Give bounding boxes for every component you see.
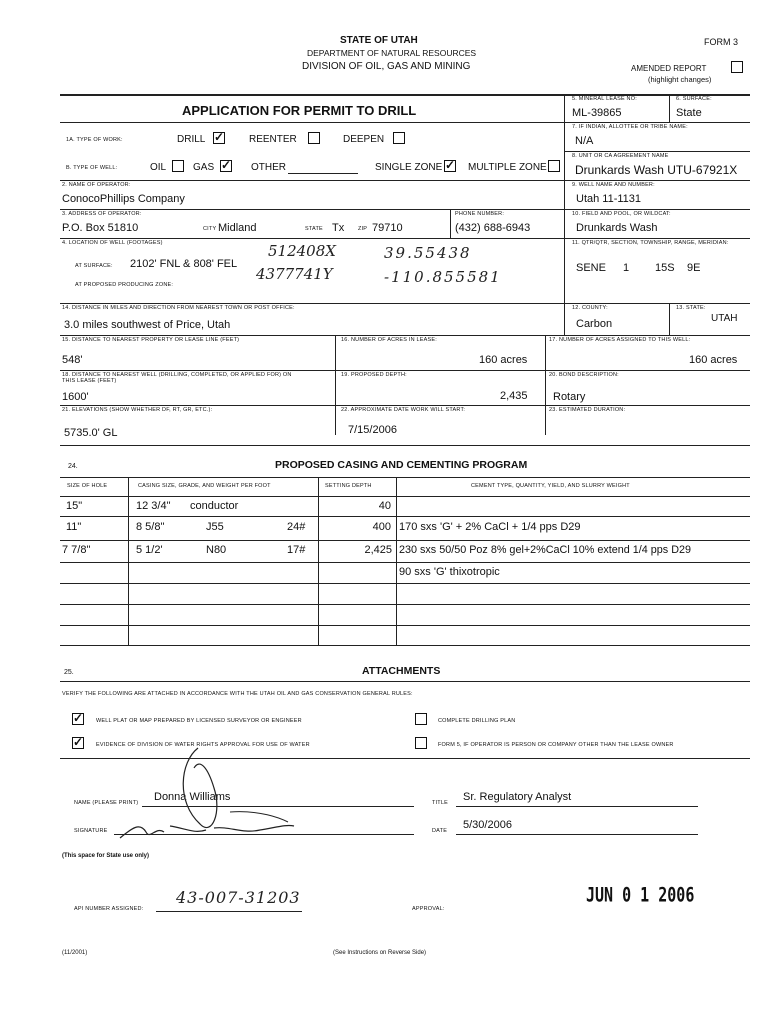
setting-depth-cell[interactable]: 2,425: [364, 544, 392, 556]
divider: [60, 303, 750, 304]
setting-depth-cell[interactable]: 400: [372, 521, 391, 533]
producing-zone-label: AT PROPOSED PRODUCING ZONE:: [75, 282, 174, 288]
title-label: TITLE: [432, 800, 448, 806]
elevation-value[interactable]: 5735.0' GL: [64, 427, 118, 439]
divider: [60, 477, 750, 478]
api-value[interactable]: 43-007-31203: [176, 888, 301, 907]
divider: [564, 122, 750, 123]
at-surface-value[interactable]: 2102' FNL & 808' FEL: [130, 258, 238, 270]
reenter-label: REENTER: [249, 134, 297, 145]
casing-grade-cell[interactable]: J55: [206, 521, 224, 533]
department-heading: DEPARTMENT OF NATURAL RESOURCES: [307, 48, 477, 58]
hole-size-cell[interactable]: 7 7/8": [62, 544, 91, 556]
drilling-plan-label: COMPLETE DRILLING PLAN: [438, 718, 516, 724]
state-value[interactable]: Tx: [332, 222, 345, 234]
field-value[interactable]: Drunkards Wash: [576, 222, 658, 234]
divider: [564, 238, 750, 239]
oil-label: OIL: [150, 162, 167, 173]
address-value[interactable]: P.O. Box 51810: [62, 222, 139, 234]
township-value[interactable]: 15S: [655, 262, 675, 274]
section-value[interactable]: 1: [623, 262, 630, 274]
casing-title: PROPOSED CASING AND CEMENTING PROGRAM: [275, 459, 528, 471]
verify-text: VERIFY THE FOLLOWING ARE ATTACHED IN ACCORDANCE WITH THE UTAH OIL AND GAS CONSERVATION GENERAL RULES:: [62, 691, 413, 697]
cement-cell[interactable]: 230 sxs 50/50 Poz 8% gel+2%CaCl 10% extend 1/4 pps D29: [399, 544, 692, 556]
attachments-title: ATTACHMENTS: [362, 665, 441, 677]
divider: [60, 405, 750, 406]
divider: [60, 562, 750, 563]
lease-acres-value[interactable]: 160 acres: [479, 354, 528, 366]
single-zone-label: SINGLE ZONE: [375, 162, 443, 173]
hole-size-cell[interactable]: 11": [66, 521, 82, 533]
county-label: 12. COUNTY:: [572, 305, 608, 311]
amended-report-label: AMENDED REPORT: [631, 64, 707, 73]
nearest-well-value[interactable]: 1600': [62, 391, 89, 403]
oil-checkbox[interactable]: [172, 160, 184, 172]
date-value[interactable]: 5/30/2006: [463, 819, 512, 831]
well-plat-checkbox[interactable]: ✓: [73, 711, 84, 725]
location-label: 4. LOCATION OF WELL (FOOTAGES): [62, 240, 163, 246]
signature-scribble: [110, 742, 310, 862]
property-line-value[interactable]: 548': [62, 354, 83, 366]
field-label: 10. FIELD AND POOL, OR WILDCAT:: [572, 211, 671, 217]
distance-town-label: 14. DISTANCE IN MILES AND DIRECTION FROM NEAREST TOWN OR POST OFFICE:: [62, 305, 295, 311]
divider: [545, 335, 546, 435]
divider: [60, 370, 750, 371]
divider: [335, 335, 336, 435]
divider: [60, 583, 750, 584]
cement-cell[interactable]: 170 sxs 'G' + 2% CaCl + 1/4 pps D29: [399, 521, 581, 533]
divider: [456, 834, 698, 835]
divider: [669, 95, 670, 122]
property-line-label: 15. DISTANCE TO NEAREST PROPERTY OR LEASE LINE (FEET): [62, 337, 240, 343]
other-blank[interactable]: [288, 173, 358, 174]
cement-header: CEMENT TYPE, QUANTITY, YIELD, AND SLURRY WEIGHT: [471, 483, 630, 489]
divider: [669, 303, 670, 335]
qtr-label: 11. QTR/QTR, SECTION, TOWNSHIP, RANGE, MERIDIAN:: [572, 240, 729, 246]
handwritten-latitude: 39.55438: [384, 244, 472, 262]
multiple-zone-checkbox[interactable]: [548, 160, 560, 172]
divider: [60, 604, 750, 605]
divider: [128, 477, 129, 645]
divider: [60, 625, 750, 626]
form-number: FORM 3: [704, 37, 739, 47]
received-date-stamp: JUN 0 1 2006: [586, 883, 695, 907]
well-label: 9. WELL NAME AND NUMBER:: [572, 182, 655, 188]
divider: [60, 540, 750, 541]
lease-acres-label: 16. NUMBER OF ACRES IN LEASE:: [341, 337, 437, 343]
hole-size-cell[interactable]: 15": [66, 500, 83, 512]
qtr-value[interactable]: SENE: [576, 262, 606, 274]
county-value[interactable]: Carbon: [576, 318, 613, 330]
lease-label: 5. MINERAL LEASE NO:: [572, 96, 637, 102]
proposed-depth-label: 19. PROPOSED DEPTH:: [341, 372, 407, 378]
api-label: API NUMBER ASSIGNED:: [74, 906, 144, 912]
drilling-plan-checkbox[interactable]: [415, 713, 427, 725]
city-value[interactable]: Midland: [218, 222, 257, 234]
divider: [60, 681, 750, 682]
bond-value[interactable]: Rotary: [553, 391, 586, 403]
casing-size-cell[interactable]: 12 3/4": [136, 500, 171, 512]
handwritten-utm-x: 512408X: [268, 242, 336, 260]
state-heading: STATE OF UTAH: [340, 35, 418, 46]
address-label: 3. ADDRESS OF OPERATOR:: [62, 211, 142, 217]
other-label: OTHER: [251, 162, 286, 173]
duration-label: 23. ESTIMATED DURATION:: [549, 407, 626, 413]
surface-value[interactable]: State: [676, 107, 702, 119]
deepen-checkbox[interactable]: [393, 132, 405, 144]
state-label: STATE: [305, 226, 323, 232]
date-label: DATE: [432, 828, 448, 834]
revision-date: (11/2001): [62, 950, 88, 956]
reenter-checkbox[interactable]: [308, 132, 320, 144]
unit-value[interactable]: Drunkards Wash UTU-67921X: [575, 163, 738, 177]
elevation-label: 21. ELEVATIONS (SHOW WHETHER DF, RT, GR, ETC.):: [62, 407, 213, 413]
start-date-label: 22. APPROXIMATE DATE WORK WILL START:: [341, 407, 466, 413]
operator-label: 2. NAME OF OPERATOR:: [62, 182, 131, 188]
phone-label: PHONE NUMBER:: [455, 211, 505, 217]
multiple-zone-label: MULTIPLE ZONE: [468, 162, 547, 173]
well-plat-label: WELL PLAT OR MAP PREPARED BY LICENSED SURVEYOR OR ENGINEER: [96, 718, 302, 724]
assigned-acres-value[interactable]: 160 acres: [689, 354, 738, 366]
divider: [396, 477, 397, 645]
gas-checkbox[interactable]: ✓: [221, 158, 232, 172]
right-panel-divider: [564, 95, 565, 321]
water-rights-checkbox[interactable]: ✓: [73, 735, 84, 749]
casing-grade-cell[interactable]: N80: [206, 544, 227, 556]
zip-label: ZIP: [358, 226, 368, 232]
form5-label: FORM 5, IF OPERATOR IS PERSON OR COMPANY OTHER THAN THE LEASE OWNER: [438, 742, 674, 748]
divider: [456, 806, 698, 807]
divider: [60, 496, 750, 497]
indian-value[interactable]: N/A: [575, 135, 594, 147]
drill-checkbox[interactable]: ✓: [214, 130, 225, 144]
nearest-well-label: 18. DISTANCE TO NEAREST WELL (DRILLING, COMPLETED, OR APPLIED FOR) ON THIS LEASE (FEET): [62, 372, 292, 384]
divider: [60, 516, 750, 517]
single-zone-checkbox[interactable]: ✓: [445, 158, 456, 172]
divider: [60, 335, 750, 336]
divider: [564, 209, 750, 210]
casing-number: 24.: [68, 463, 78, 470]
setting-depth-header: SETTING DEPTH: [325, 483, 372, 489]
casing-size-cell[interactable]: 5 1/2': [136, 544, 163, 556]
divider: [564, 151, 750, 152]
cement-cell[interactable]: 90 sxs 'G' thixotropic: [399, 566, 500, 578]
state-use-note: (This space for State use only): [62, 853, 150, 859]
unit-label: 8. UNIT OR CA AGREEMENT NAME: [572, 153, 669, 159]
state-field-label: 13. STATE:: [676, 305, 706, 311]
operator-value[interactable]: ConocoPhillips Company: [62, 193, 185, 205]
approval-label: APPROVAL:: [412, 906, 445, 912]
signature-label: SIGNATURE: [74, 828, 108, 834]
gas-label: GAS: [193, 162, 215, 173]
casing-size-cell[interactable]: 8 5/8": [136, 521, 165, 533]
lease-value[interactable]: ML-39865: [572, 107, 622, 119]
casing-grade-cell[interactable]: conductor: [190, 500, 239, 512]
indian-label: 7. IF INDIAN, ALLOTTEE OR TRIBE NAME:: [572, 124, 688, 130]
handwritten-utm-y: 4377741Y: [256, 265, 333, 283]
instructions-note: (See Instructions on Reverse Side): [333, 950, 427, 956]
start-date-value[interactable]: 7/15/2006: [348, 424, 397, 436]
state-field-value[interactable]: UTAH: [711, 313, 738, 324]
drill-label: DRILL: [177, 134, 206, 145]
divider: [60, 122, 564, 123]
amended-report-checkbox[interactable]: [731, 61, 743, 73]
divider: [156, 911, 302, 912]
division-heading: DIVISION OF OIL, GAS AND MINING: [302, 61, 471, 72]
title-value[interactable]: Sr. Regulatory Analyst: [463, 791, 572, 803]
handwritten-longitude: -110.855581: [384, 268, 502, 286]
attachments-number: 25.: [64, 669, 74, 676]
zip-value[interactable]: 79710: [372, 222, 403, 234]
bond-label: 20. BOND DESCRIPTION:: [549, 372, 619, 378]
phone-value[interactable]: (432) 688-6943: [455, 222, 531, 234]
casing-size-header: CASING SIZE, GRADE, AND WEIGHT PER FOOT: [138, 483, 271, 489]
highlight-changes-note: (highlight changes): [648, 75, 712, 84]
divider: [60, 238, 564, 239]
divider: [60, 180, 564, 181]
top-rule: [60, 94, 750, 96]
form-title: APPLICATION FOR PERMIT TO DRILL: [182, 103, 417, 118]
divider: [60, 209, 564, 210]
divider: [60, 445, 750, 446]
divider: [318, 477, 319, 645]
at-surface-label: AT SURFACE:: [75, 263, 113, 269]
work-type-label: 1A. TYPE OF WORK:: [66, 137, 123, 143]
divider: [450, 209, 451, 238]
assigned-acres-label: 17. NUMBER OF ACRES ASSIGNED TO THIS WELL:: [549, 337, 691, 343]
hole-size-header: SIZE OF HOLE: [67, 483, 108, 489]
surface-label: 6. SURFACE:: [676, 96, 712, 102]
divider: [564, 303, 565, 335]
divider: [564, 180, 750, 181]
casing-weight-cell[interactable]: 24#: [287, 521, 306, 533]
proposed-depth-value[interactable]: 2,435: [500, 390, 528, 402]
form5-checkbox[interactable]: [415, 737, 427, 749]
name-label: NAME (PLEASE PRINT): [74, 800, 139, 806]
well-value[interactable]: Utah 11-1131: [576, 193, 642, 205]
divider: [60, 645, 750, 646]
setting-depth-cell[interactable]: 40: [378, 500, 391, 512]
city-label: CITY: [203, 226, 217, 232]
water-rights-label: EVIDENCE OF DIVISION OF WATER RIGHTS APPROVAL FOR USE OF WATER: [96, 742, 310, 748]
range-value[interactable]: 9E: [687, 262, 701, 274]
name-value[interactable]: Donna Williams: [154, 791, 231, 803]
deepen-label: DEEPEN: [343, 134, 385, 145]
well-type-label: B. TYPE OF WELL:: [66, 165, 118, 171]
distance-town-value[interactable]: 3.0 miles southwest of Price, Utah: [64, 319, 231, 331]
casing-weight-cell[interactable]: 17#: [287, 544, 306, 556]
